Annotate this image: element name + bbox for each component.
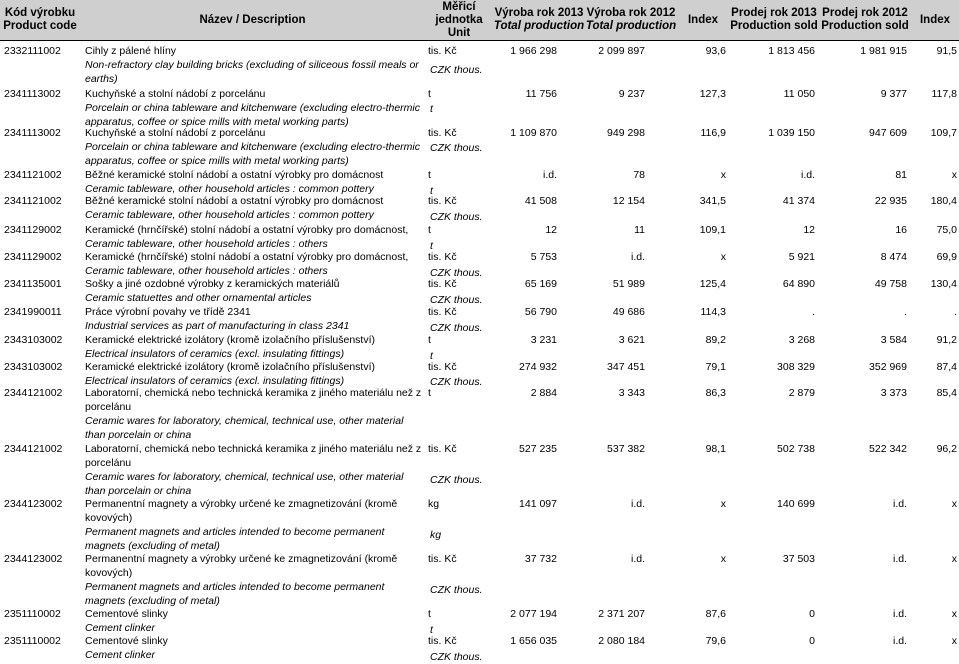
header-sold13-en: Production sold [730,20,818,32]
production-2013-value: i.d. [542,169,557,181]
product-description [85,305,425,333]
product-code: 2341135001 [4,278,62,290]
description-cz: Běžné keramické stolní nádobí a ostatní výrobky pro domácnost [85,169,384,181]
sold-2013-value: 3 268 [788,334,815,346]
production-index-value: 86,3 [705,387,726,399]
production-index-value: 87,6 [705,608,726,620]
product-description [85,442,425,498]
production-index-value: x [720,169,726,181]
product-code: 2341129002 [4,251,62,263]
sold-2013-value: 0 [809,635,815,647]
unit-primary: tis. Kč [428,251,457,263]
sold-index-value: x [951,608,957,620]
production-index-value: 89,2 [705,334,726,346]
sold-2012-value: i.d. [892,553,907,565]
description-en: Cement clinker [85,622,156,634]
description-en: Electrical insulators of ceramics (excl. insulating fittings) [85,348,345,360]
production-2013-value: 1 656 035 [510,635,557,647]
production-2012-value: 12 154 [612,195,645,207]
sold-2013-value: 140 699 [777,498,815,510]
production-2013-value: 2 884 [530,387,557,399]
unit-secondary: CZK thous. [430,267,483,279]
header-description [80,0,425,40]
product-description [85,277,425,305]
production-2012-value: i.d. [630,251,645,263]
sold-2012-value: i.d. [892,635,907,647]
header-sold-2012 [819,0,911,40]
sold-2012-value: 3 373 [880,387,907,399]
header-sold-2013 [729,0,819,40]
header-index1-label: Index [687,13,719,26]
description-en: Ceramic tableware, other household articles : common pottery [85,209,374,221]
product-description [85,497,425,553]
production-index-value: 98,1 [705,443,726,455]
product-description [85,223,425,251]
unit-primary: tis. Kč [428,127,457,139]
sold-2012-value: 522 342 [869,443,907,455]
production-2013-value: 1 966 298 [510,45,557,57]
description-en: Ceramic wares for laboratory, chemical, technical use, other material than porcelain or china [85,471,404,497]
unit-secondary: t [430,240,433,252]
production-index-value: 114,3 [700,306,726,318]
sold-2013-value: 308 329 [777,361,815,373]
header-sold12-en: Production sold [821,20,909,32]
sold-2013-value: 502 738 [777,443,815,455]
sold-2013-value: 2 879 [788,387,815,399]
sold-index-value: 180,4 [930,195,957,207]
product-code: 2341121002 [4,169,62,181]
sold-index-value: 85,4 [936,387,957,399]
product-code: 2344121002 [4,443,63,455]
product-description [85,360,425,388]
production-index-value: 116,9 [700,127,726,139]
production-2012-value: 949 298 [607,127,645,139]
sold-index-value: 130,4 [930,278,957,290]
production-2012-value: 537 382 [607,443,645,455]
product-code: 2341113002 [4,88,61,100]
production-index-value: x [720,553,726,565]
sold-2013-value: i.d. [800,169,815,181]
description-cz: Permanentní magnety a výrobky určené ke zmagnetizování (kromě kovových) [85,553,398,579]
sold-2012-value: 16 [895,224,907,236]
sold-2013-value: 11 050 [783,88,815,100]
unit-primary: tis. Kč [428,278,457,290]
product-description [85,87,425,129]
header-code-en: Product code [3,20,77,32]
header-sold12-cz: Prodej rok 2012 [822,7,908,19]
production-2012-value: 3 621 [618,334,645,346]
description-en: Cement clinker [85,649,156,661]
sold-2012-value: 81 [895,169,907,181]
description-en: Ceramic tableware, other household articles : common pottery [85,183,374,195]
sold-index-value: 69,9 [936,251,957,263]
product-description [85,44,425,86]
sold-2012-value: 8 474 [880,251,907,263]
unit-secondary: t [430,185,433,197]
unit-primary: t [428,169,431,181]
unit-primary: kg [428,498,440,510]
unit-secondary: CZK thous. [430,322,483,334]
header-index2-label: Index [919,13,951,26]
description-cz: Permanentní magnety a výrobky určené ke zmagnetizování (kromě kovových) [85,498,398,524]
header-index-sold [911,0,959,40]
product-description [85,552,425,608]
sold-index-value: 96,2 [936,443,957,455]
production-index-value: x [720,498,726,510]
production-2012-value: 2 371 207 [598,608,645,620]
production-2013-value: 11 756 [525,88,557,100]
unit-primary: t [428,608,431,620]
header-description-label: Název / Description [199,13,306,26]
description-cz: Cihly z pálené hlíny [85,45,177,57]
production-index-value: 125,4 [699,278,726,290]
product-code: 2341113002 [4,127,61,139]
unit-secondary: CZK thous. [430,64,483,76]
header-production-2013 [493,0,585,40]
production-2012-value: 51 989 [612,278,645,290]
header-prod12-en: Total production [585,20,677,32]
header-prod13-cz: Výroba rok 2013 [494,7,584,19]
sold-2012-value: 947 609 [869,127,907,139]
sold-index-value: x [951,169,957,181]
production-2012-value: i.d. [630,498,645,510]
product-code: 2344121002 [4,387,63,399]
production-2013-value: 37 732 [524,553,557,565]
unit-primary: tis. Kč [428,553,457,565]
production-2013-value: 41 508 [524,195,557,207]
product-description [85,194,425,222]
sold-2013-value: 41 374 [782,195,815,207]
header-unit [425,0,493,40]
description-cz: Sošky a jiné ozdobné výrobky z keramických materiálů [85,278,340,290]
production-2013-value: 1 109 870 [510,127,557,139]
description-cz: Keramické (hrnčířské) stolní nádobí a ostatní výrobky pro domácnost, [85,251,409,263]
sold-index-value: 87,4 [936,361,957,373]
description-en: Ceramic statuettes and other ornamental articles [85,292,312,304]
sold-index-value: 117,8 [931,88,957,100]
unit-secondary: t [430,624,433,636]
unit-secondary: CZK thous. [430,584,483,596]
unit-secondary: CZK thous. [430,142,483,154]
sold-2012-value: 22 935 [874,195,907,207]
sold-index-value: 91,2 [936,334,957,346]
production-2013-value: 274 932 [519,361,557,373]
sold-2013-value: 5 921 [788,251,815,263]
product-code: 2351110002 [4,608,61,620]
sold-2012-value: i.d. [892,498,907,510]
sold-index-value: . [954,306,957,318]
product-code: 2341121002 [4,195,62,207]
header-code-cz: Kód výrobku [4,7,76,19]
description-cz: Keramické elektrické izolátory (kromě izolačního příslušenství) [85,334,376,346]
production-2012-value: 2 080 184 [598,635,645,647]
sold-index-value: 109,7 [930,127,957,139]
sold-index-value: 91,5 [936,45,957,57]
description-en: Porcelain or china tableware and kitchenware (excluding electro-thermic apparatus, coffee or spice mills with metal working parts) [85,141,421,167]
description-cz: Práce výrobní povahy ve třídě 2341 [85,306,251,318]
description-cz: Laboratorní, chemická nebo technická keramika z jiného materiálu než z porcelánu [85,443,422,469]
unit-secondary: CZK thous. [430,651,483,663]
sold-2012-value: 3 584 [880,334,907,346]
description-cz: Keramické elektrické izolátory (kromě izolačního příslušenství) [85,361,376,373]
sold-index-value: 75,0 [936,224,957,236]
production-2013-value: 12 [545,224,557,236]
production-index-value: 109,1 [699,224,726,236]
description-en: Electrical insulators of ceramics (excl. insulating fittings) [85,375,345,387]
description-cz: Běžné keramické stolní nádobí a ostatní výrobky pro domácnost [85,195,384,207]
header-production-2012 [585,0,677,40]
unit-primary: tis. Kč [428,306,457,318]
production-2012-value: 9 237 [618,88,645,100]
description-cz: Cementové slinky [85,608,168,620]
product-code: 2344123002 [4,498,63,510]
production-2012-value: 11 [634,224,645,236]
description-en: Porcelain or china tableware and kitchenware (excluding electro-thermic apparatus, coffee or spice mills with metal working parts) [85,102,421,128]
production-2013-value: 527 235 [519,443,557,455]
production-index-value: 79,6 [705,635,726,647]
product-code: 2343103002 [4,334,63,346]
unit-secondary: t [430,350,433,362]
unit-primary: t [428,334,431,346]
production-2012-value: 3 343 [618,387,645,399]
unit-secondary: kg [430,529,442,541]
description-cz: Laboratorní, chemická nebo technická keramika z jiného materiálu než z porcelánu [85,387,422,413]
description-cz: Kuchyňské a stolní nádobí z porcelánu [85,88,266,100]
description-cz: Kuchyňské a stolní nádobí z porcelánu [85,127,266,139]
header-product-code [0,0,80,40]
production-2012-value: 49 686 [612,306,645,318]
product-code: 2332111002 [4,45,61,57]
unit-primary: t [428,387,431,399]
unit-secondary: CZK thous. [430,376,483,388]
description-en: Industrial services as part of manufacturing in class 2341 [85,320,350,332]
product-description [85,333,425,361]
production-index-value: x [720,251,726,263]
sold-2012-value: 49 758 [874,278,907,290]
product-description [85,168,425,196]
description-en: Non-refractory clay building bricks (excluding of siliceous fossil meals or earths) [85,59,419,85]
sold-2012-value: . [904,306,907,318]
sold-2013-value: . [812,306,815,318]
description-en: Ceramic tableware, other household articles : others [85,265,328,277]
production-2012-value: 347 451 [607,361,645,373]
product-code: 2344123002 [4,553,63,565]
sold-index-value: x [951,553,957,565]
sold-2012-value: 9 377 [880,88,907,100]
header-sold13-cz: Prodej rok 2013 [731,7,817,19]
description-cz: Cementové slinky [85,635,168,647]
sold-2013-value: 37 503 [782,553,815,565]
description-en: Permanent magnets and articles intended to become permanent magnets (excluding of metal) [85,581,385,607]
production-2012-value: 2 099 897 [598,45,645,57]
unit-primary: tis. Kč [428,443,457,455]
product-code: 2351110002 [4,635,61,647]
product-code: 2341129002 [4,224,62,236]
production-index-value: 79,1 [705,361,726,373]
unit-secondary: CZK thous. [430,294,483,306]
sold-index-value: x [951,635,957,647]
description-en: Ceramic wares for laboratory, chemical, technical use, other material than porcelain or china [85,415,404,441]
product-description [85,634,425,662]
product-description [85,126,425,168]
unit-primary: t [428,224,431,236]
description-en: Ceramic tableware, other household articles : others [85,238,328,250]
unit-secondary: CZK thous. [430,211,483,223]
production-2012-value: i.d. [630,553,645,565]
unit-primary: tis. Kč [428,361,457,373]
table-header [0,0,959,41]
header-unit-line1: Měřicí [442,0,476,13]
sold-2012-value: 352 969 [869,361,907,373]
header-prod12-cz: Výroba rok 2012 [586,7,676,19]
production-index-value: 93,6 [705,45,726,57]
sold-index-value: x [951,498,957,510]
header-prod13-en: Total production [493,20,585,32]
product-description [85,386,425,442]
unit-secondary: t [430,103,433,115]
product-code: 2343103002 [4,361,63,373]
sold-2013-value: 1 813 456 [768,45,815,57]
sold-2012-value: i.d. [892,608,907,620]
sold-2013-value: 1 039 150 [768,127,815,139]
production-2013-value: 65 169 [524,278,557,290]
production-2013-value: 141 097 [519,498,557,510]
unit-primary: tis. Kč [428,45,457,57]
production-index-value: 341,5 [699,195,726,207]
unit-primary: t [428,88,431,100]
product-description [85,250,425,278]
production-2012-value: 78 [633,169,645,181]
sold-2013-value: 64 890 [782,278,815,290]
production-2013-value: 5 753 [530,251,557,263]
unit-secondary: CZK thous. [430,474,483,486]
description-cz: Keramické (hrnčířské) stolní nádobí a ostatní výrobky pro domácnost, [85,224,409,236]
sold-2012-value: 1 981 915 [860,45,907,57]
production-2013-value: 2 077 194 [510,608,557,620]
product-code: 2341990011 [4,306,62,318]
product-description [85,607,425,635]
production-2013-value: 3 231 [530,334,557,346]
production-2013-value: 56 790 [524,306,557,318]
header-unit-line2: jednotka [435,13,483,26]
unit-primary: tis. Kč [428,195,457,207]
production-index-value: 127,3 [699,88,726,100]
sold-2013-value: 12 [803,224,815,236]
description-en: Permanent magnets and articles intended to become permanent magnets (excluding of metal) [85,526,385,552]
header-unit-line3: Unit [447,26,471,39]
header-index-production [677,0,729,40]
unit-primary: tis. Kč [428,635,457,647]
sold-2013-value: 0 [809,608,815,620]
